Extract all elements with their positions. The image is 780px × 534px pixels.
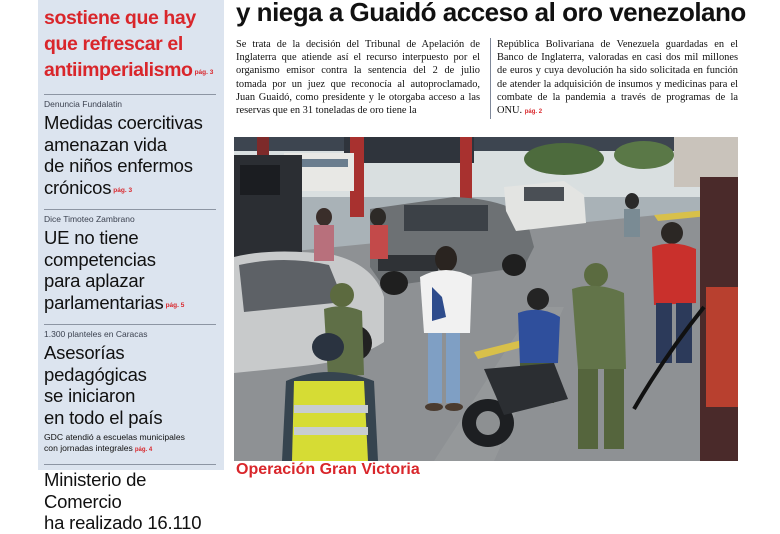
story-headline-asesorias[interactable] bbox=[44, 342, 216, 428]
page-ref: pág. 3 bbox=[194, 69, 214, 76]
headline-line: competencias bbox=[44, 248, 156, 270]
headline-line: en todo el país bbox=[44, 406, 163, 428]
headline-line: Asesorías pedagógicas bbox=[44, 342, 147, 385]
sidebar-content bbox=[44, 0, 216, 534]
page-ref: pág. 2 bbox=[524, 109, 543, 116]
body-column-right bbox=[490, 38, 738, 119]
subhead-line: GDC atendió a escuelas municipales bbox=[44, 432, 185, 442]
story-kicker: Dice Timoteo Zambrano bbox=[44, 214, 135, 224]
lead-line: que refrescar el bbox=[44, 33, 183, 55]
headline-line: se iniciaron bbox=[44, 385, 136, 406]
page-ref: pág. 3 bbox=[113, 186, 133, 194]
sidebar bbox=[38, 0, 224, 533]
story-kicker: Denuncia Fundalatin bbox=[44, 99, 122, 109]
headline-line: Ministerio de Comercio bbox=[44, 469, 147, 512]
bottom-headline[interactable]: Operación Gran Victoria bbox=[236, 461, 420, 478]
headline-line: ha realizado 16.110 bbox=[44, 512, 202, 533]
lead-line: antiimperialismo pág. 3 bbox=[44, 59, 214, 81]
headline-line: crónicos pág. 3 bbox=[44, 176, 133, 198]
story-headline-fundalatin[interactable] bbox=[44, 112, 216, 201]
lead-headline[interactable] bbox=[44, 5, 216, 86]
lead-line: sostiene que hay bbox=[44, 7, 196, 29]
headline-line: Medidas coercitivas bbox=[44, 112, 203, 133]
divider bbox=[44, 324, 216, 325]
page-ref: pág. 5 bbox=[165, 301, 185, 309]
main-headline[interactable]: y niega a Guaidó acceso al oro venezolano bbox=[236, 0, 746, 27]
body-column-left: Se trata de la decisión del Tribunal de Apelación de Inglaterra que atiende así el recurso interpuesto por el organismo emisor contra la sentencia del 2 de julio tomada por un juez que reconocía al autoproclamado, Juan Guaidó, como presidente y le otorgaba acceso a las reservas que en 31 toneladas de oro tiene la bbox=[236, 39, 480, 117]
headline-line: de niños enfermos bbox=[44, 155, 193, 176]
story-kicker: 1.300 planteles en Caracas bbox=[44, 329, 148, 339]
headline-line: UE no tiene bbox=[44, 227, 139, 248]
divider bbox=[44, 464, 216, 465]
main-story bbox=[232, 0, 746, 478]
story-subhead bbox=[44, 432, 216, 456]
divider bbox=[44, 94, 216, 95]
news-photo-gas-station[interactable] bbox=[234, 137, 738, 461]
divider bbox=[44, 209, 216, 210]
headline-line: para aplazar bbox=[44, 270, 145, 291]
headline-line: amenazan vida bbox=[44, 133, 167, 155]
subhead-line: con jornadas integrales pág. 4 bbox=[44, 443, 153, 453]
body-text: República Bolivariana de Venezuela guardadas en el Banco de Inglaterra, valoradas en casi dos mil millones de euros y cuya devolución ha sido solicitada en función de atender la adquisición de insumos y medicinas para el combate de la pandemia a través de programas de la ONU. bbox=[497, 39, 738, 117]
headline-line: parlamentarias pág. 5 bbox=[44, 291, 185, 313]
story-headline-comercio[interactable] bbox=[44, 469, 216, 534]
story-headline-zambrano[interactable] bbox=[44, 227, 216, 316]
page-ref: pág. 4 bbox=[134, 447, 153, 453]
